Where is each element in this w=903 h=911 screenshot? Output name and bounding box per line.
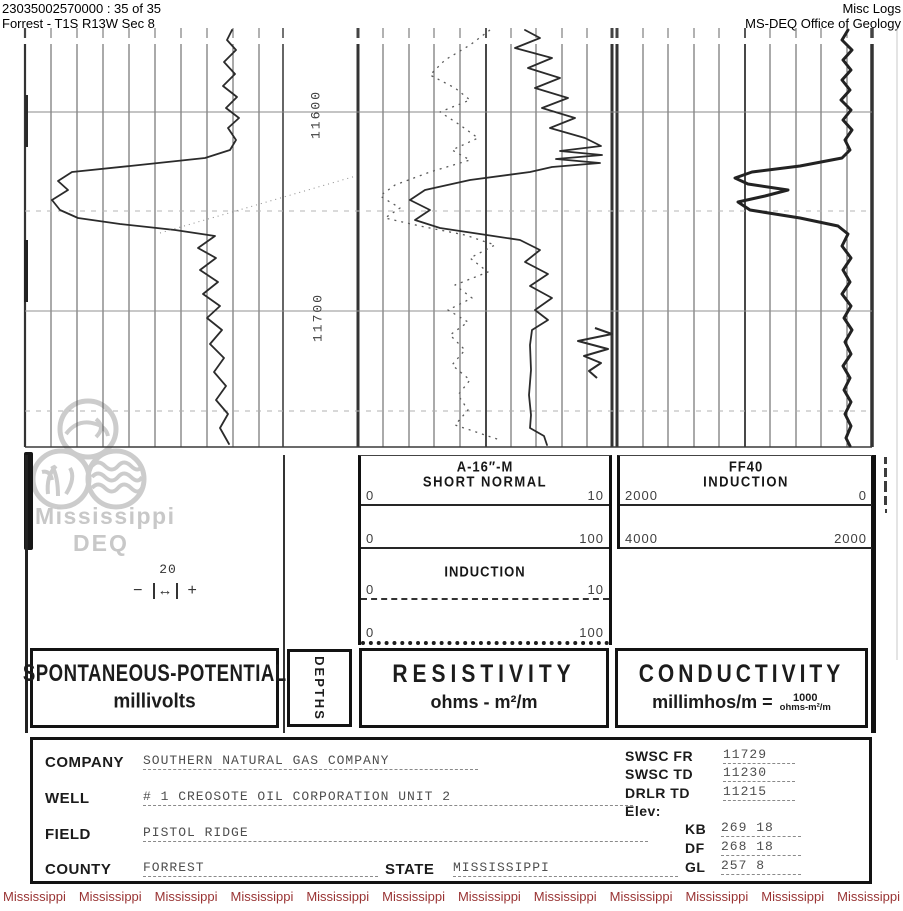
- company-value: SOUTHERN NATURAL GAS COMPANY: [143, 753, 478, 770]
- watermark-word: Mississippi: [609, 889, 673, 904]
- sp-scale-value: 20: [159, 562, 177, 577]
- conductivity-track-unit: [652, 692, 831, 713]
- resistivity-track-unit: ohms - m²/m: [430, 692, 538, 712]
- sp-minus-sign: −: [133, 582, 143, 599]
- swsc-fr-label: SWSC FR: [625, 748, 694, 764]
- sp-plus-sign: +: [187, 582, 197, 599]
- sp-scale-symbol: [110, 562, 220, 600]
- fraction-numerator: 1000: [793, 691, 818, 704]
- margin-marks: [884, 457, 887, 513]
- logo-text-line1: Mississippi: [35, 503, 176, 529]
- scale-min: 4000: [625, 531, 658, 546]
- watermark-word: Mississippi: [3, 889, 66, 904]
- watermark-word: Mississippi: [457, 889, 521, 904]
- gl-label: GL: [685, 859, 706, 875]
- elev-label: Elev:: [625, 803, 661, 819]
- resistivity-track-label-box: [359, 648, 609, 728]
- df-value: 268 18: [721, 839, 801, 856]
- short-normal-spike: [578, 328, 612, 378]
- deq-logo-watermark: [33, 401, 144, 507]
- short-normal-scale-row1: [361, 459, 609, 506]
- state-value: MISSISSIPPI: [453, 860, 678, 877]
- conductivity-unit-prefix: millimhos/m =: [652, 692, 773, 712]
- sp-track-label-box: [22, 648, 287, 728]
- fraction-denominator: ohms-m²/m: [779, 701, 831, 713]
- scale-max: 2000: [834, 531, 867, 546]
- watermark-word: Mississippi: [837, 889, 900, 904]
- well-location: Forrest - T1S R13W Sec 8: [2, 16, 155, 31]
- depth-label-11600: 11600: [308, 90, 324, 140]
- state-label: STATE: [385, 861, 435, 878]
- scale-max: 0: [858, 488, 867, 503]
- sp-track-unit: millivolts: [113, 690, 196, 713]
- gl-value: 257 8: [721, 858, 801, 875]
- sp-track-title: SPONTANEOUS-POTENTIAL: [22, 660, 287, 687]
- well-value: # 1 CREOSOTE OIL CORPORATION UNIT 2: [143, 789, 633, 806]
- induction-title: INDUCTION: [444, 563, 526, 580]
- ff40-scale-row1: [620, 459, 872, 506]
- short-normal-tool-type: SHORT NORMAL: [422, 473, 548, 490]
- short-normal-tool-name: A-16″-M: [456, 458, 514, 475]
- watermark-word: Mississippi: [533, 889, 597, 904]
- kb-label: KB: [685, 821, 707, 837]
- footer-watermark-row: [0, 889, 903, 904]
- scan-artifact-edge2: [25, 95, 28, 147]
- watermark-word: Mississippi: [154, 889, 218, 904]
- depth-track-label-box: [287, 649, 352, 727]
- sp-curve: [52, 30, 239, 444]
- resistivity-scale-column: [358, 455, 612, 645]
- scale-min: 2000: [625, 488, 658, 503]
- short-normal-scale-row2: [361, 506, 609, 549]
- doc-type: Misc Logs: [842, 1, 901, 16]
- depth-track-title: DEPTHS: [312, 655, 328, 721]
- induction-scale-row2: [361, 600, 609, 645]
- swsc-td-label: SWSC TD: [625, 766, 694, 782]
- company-label: COMPANY: [45, 754, 125, 771]
- ff40-tool-type: INDUCTION: [703, 473, 789, 490]
- tie-line-dotted: [160, 176, 356, 233]
- swsc-td-value: 11230: [723, 765, 795, 782]
- drlr-td-value: 11215: [723, 784, 795, 801]
- depth-label-11700: 11700: [310, 293, 326, 343]
- watermark-word: Mississippi: [685, 889, 749, 904]
- conductivity-track-label-box: [615, 648, 868, 728]
- watermark-word: Mississippi: [761, 889, 825, 904]
- well-info-box: [30, 737, 872, 884]
- logo-text-line2: DEQ: [73, 530, 129, 556]
- county-label: COUNTY: [45, 861, 112, 878]
- field-label: FIELD: [45, 826, 91, 843]
- log-grid: [25, 28, 872, 447]
- induction-scale-row1: [361, 564, 609, 600]
- resistivity-track-title: RESISTIVITY: [392, 660, 576, 688]
- df-label: DF: [685, 840, 705, 856]
- header-left-border: [25, 455, 28, 733]
- county-value: FORREST: [143, 860, 378, 877]
- scale-max: 100: [579, 531, 604, 546]
- watermark-word: Mississippi: [306, 889, 370, 904]
- watermark-word: Mississippi: [382, 889, 445, 904]
- conductivity-unit-fraction: [780, 693, 831, 713]
- watermark-word: Mississippi: [230, 889, 294, 904]
- drlr-td-label: DRLR TD: [625, 785, 690, 801]
- scale-min: 0: [366, 582, 375, 597]
- short-normal-curve: [410, 30, 602, 445]
- scale-min: 0: [366, 625, 375, 640]
- scale-min: 0: [366, 488, 375, 503]
- field-value: PISTOL RIDGE: [143, 825, 648, 842]
- ff40-tool-name: FF40: [728, 458, 764, 475]
- well-label: WELL: [45, 790, 90, 807]
- watermark-word: Mississippi: [78, 889, 142, 904]
- scale-max: 100: [579, 625, 604, 640]
- kb-value: 269 18: [721, 820, 801, 837]
- conductivity-curve: [735, 30, 852, 446]
- conductivity-track-title: CONDUCTIVITY: [638, 660, 845, 688]
- sp-arrow-icon: ↔: [153, 583, 178, 599]
- scale-max: 10: [587, 582, 604, 597]
- scan-artifact-edge1: [24, 240, 28, 302]
- agency-name: MS-DEQ Office of Geology: [745, 16, 901, 31]
- conductivity-scale-column: [617, 455, 872, 549]
- scale-min: 0: [366, 531, 375, 546]
- ff40-scale-row2: [620, 506, 872, 549]
- swsc-fr-value: 11729: [723, 747, 795, 764]
- scale-max: 10: [587, 488, 604, 503]
- well-api-page-count: 23035002570000 : 35 of 35: [2, 1, 162, 16]
